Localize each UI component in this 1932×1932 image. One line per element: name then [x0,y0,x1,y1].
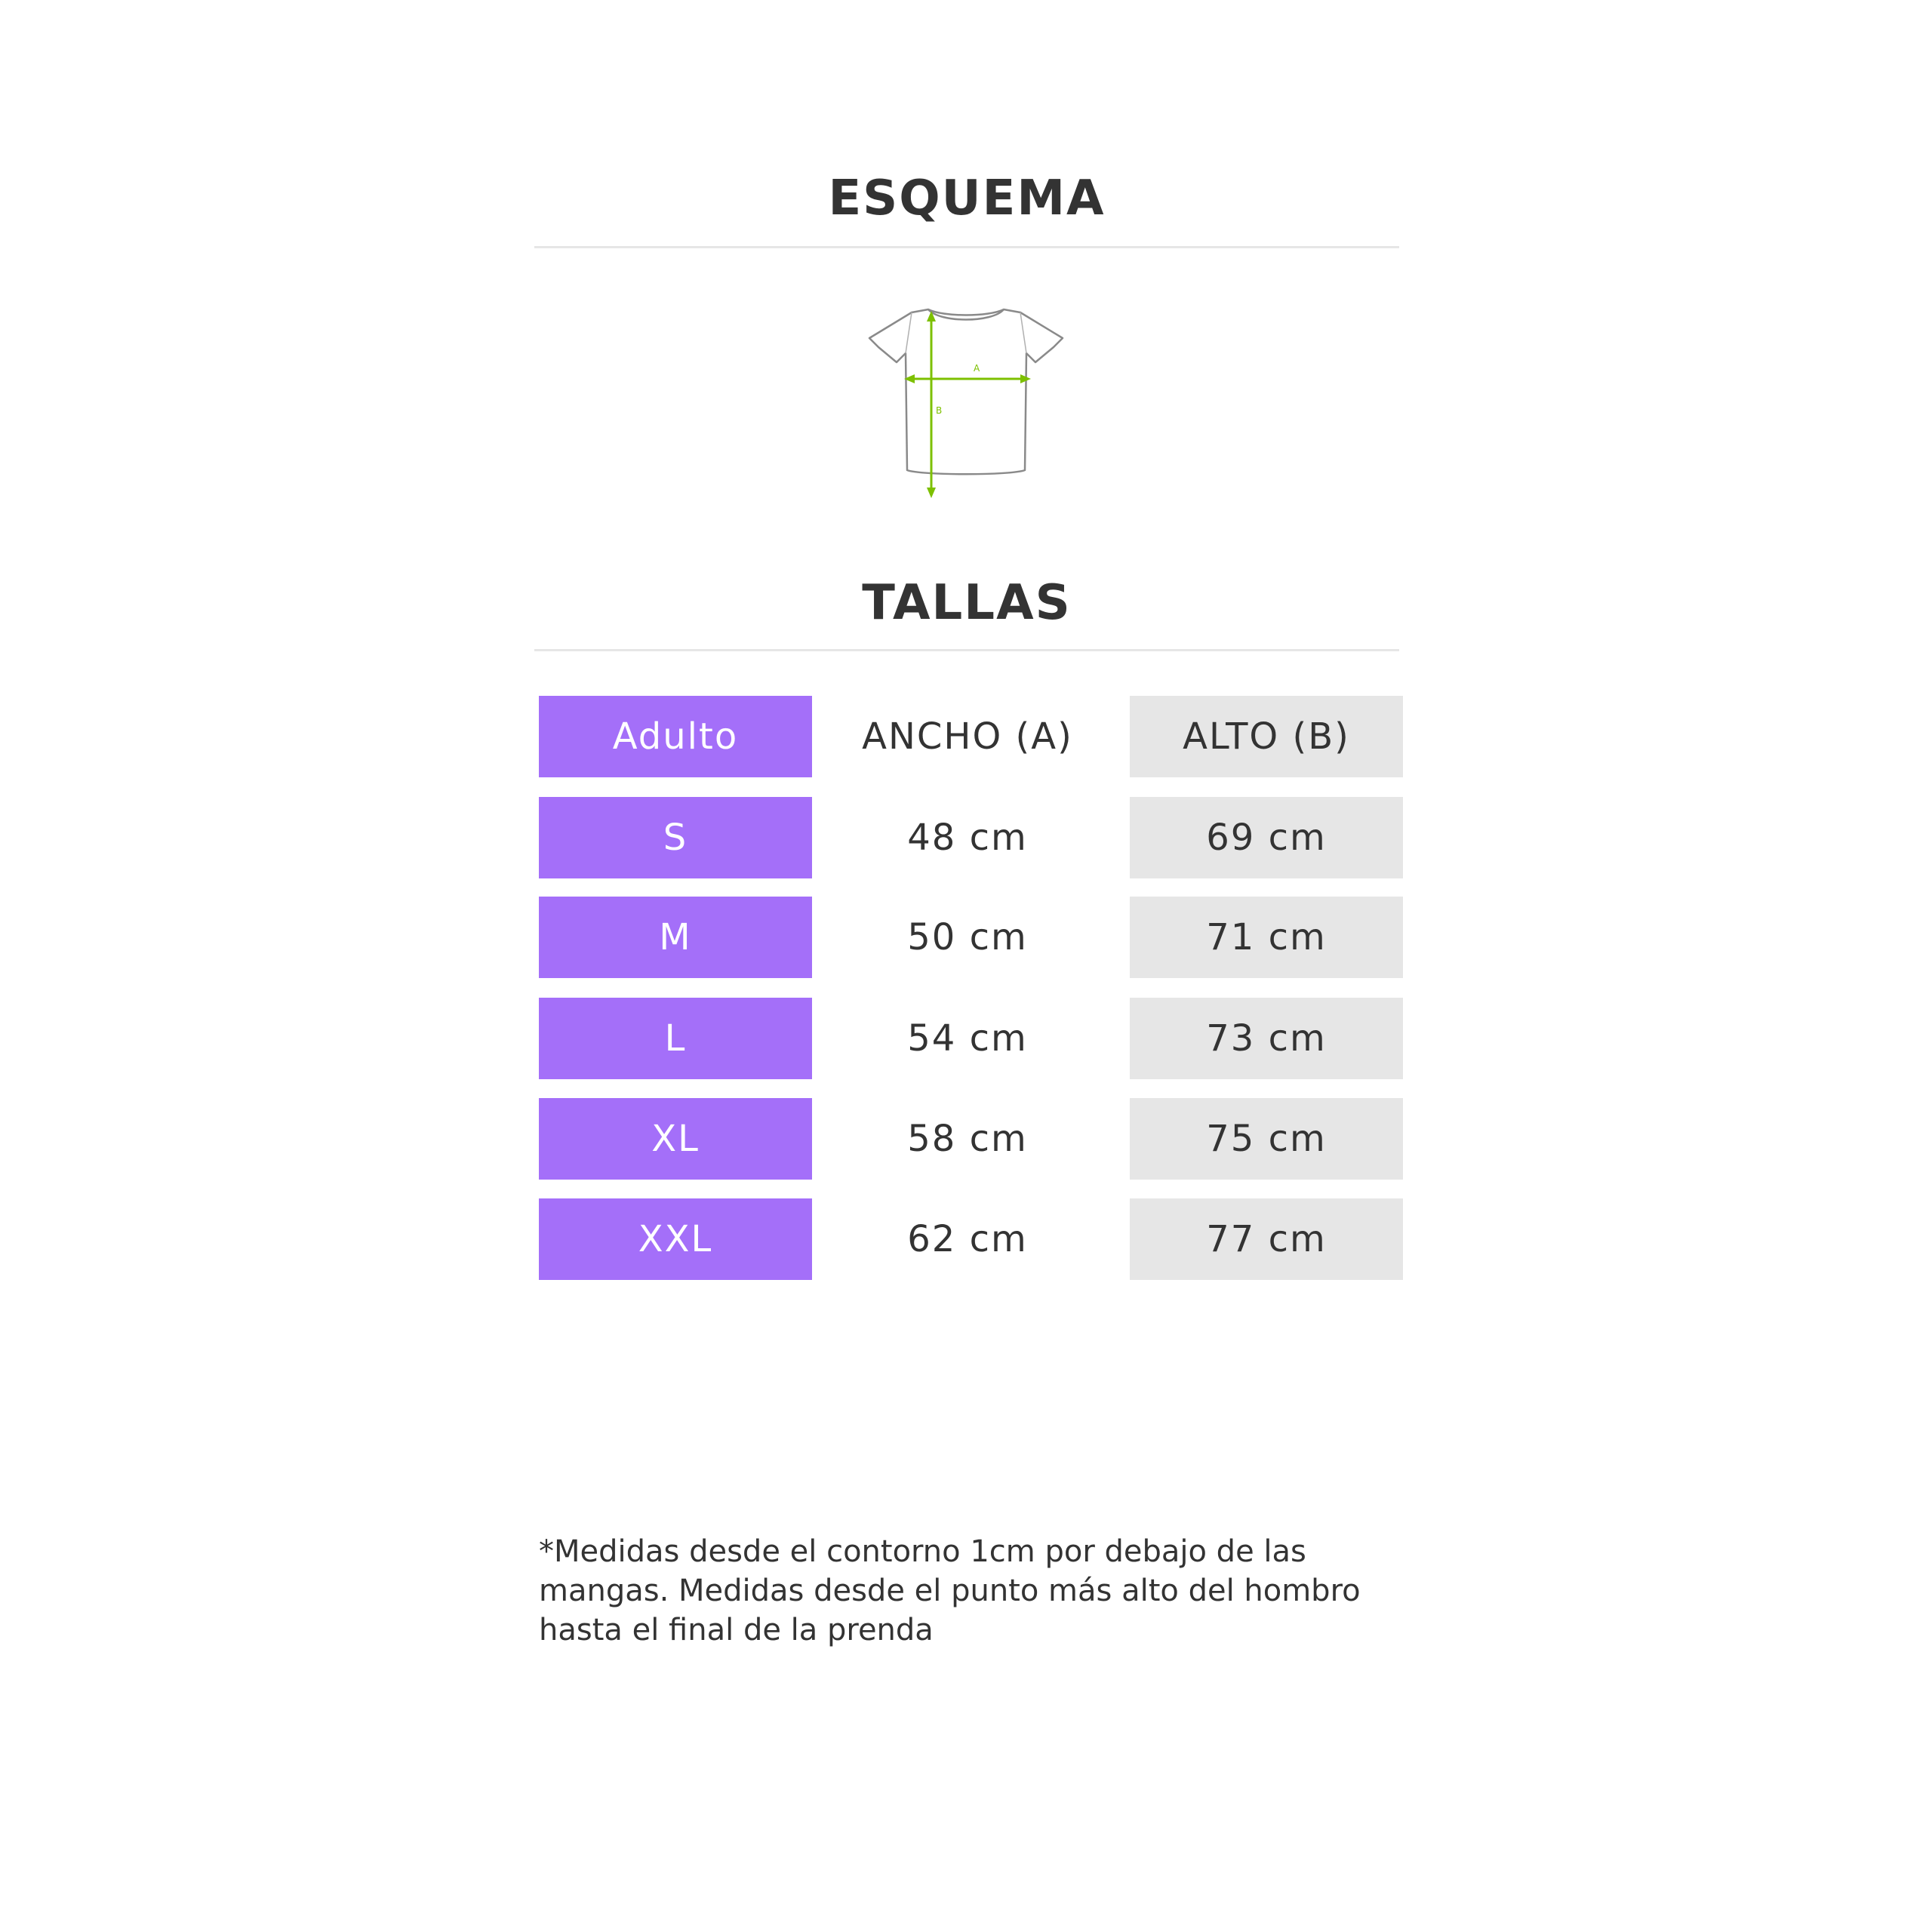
divider [534,649,1399,651]
footnote: *Medidas desde el contorno 1cm por debajo de las mangas. Medidas desde el punto más alto del hombro hasta el final de la prenda [539,1534,1361,1647]
size-cell: XXL [539,1198,812,1280]
height-cell: 71 cm [1130,897,1403,978]
header-height: ALTO (B) [1130,696,1403,777]
width-cell: 62 cm [907,1218,1028,1260]
width-cell: 48 cm [907,817,1028,859]
width-cell: 58 cm [907,1118,1028,1160]
size-cell: S [539,797,812,878]
section-title-tallas: TALLAS [862,575,1072,631]
height-cell: 73 cm [1130,998,1403,1079]
header-size: Adulto [539,696,812,777]
height-cell: 77 cm [1130,1198,1403,1280]
shirt-outline [869,309,1063,474]
size-cell: XL [539,1098,812,1180]
height-cell: 75 cm [1130,1098,1403,1180]
size-cell: M [539,897,812,978]
size-cell: L [539,998,812,1079]
label-b: B [936,405,943,416]
label-a: A [974,363,980,374]
width-cell: 50 cm [907,916,1028,958]
height-cell: 69 cm [1130,797,1403,878]
divider [534,246,1399,248]
t-shirt-measurement-icon [823,300,1109,506]
width-cell: 54 cm [907,1017,1028,1060]
section-title-esquema: ESQUEMA [828,171,1106,226]
header-width: ANCHO (A) [862,715,1073,758]
